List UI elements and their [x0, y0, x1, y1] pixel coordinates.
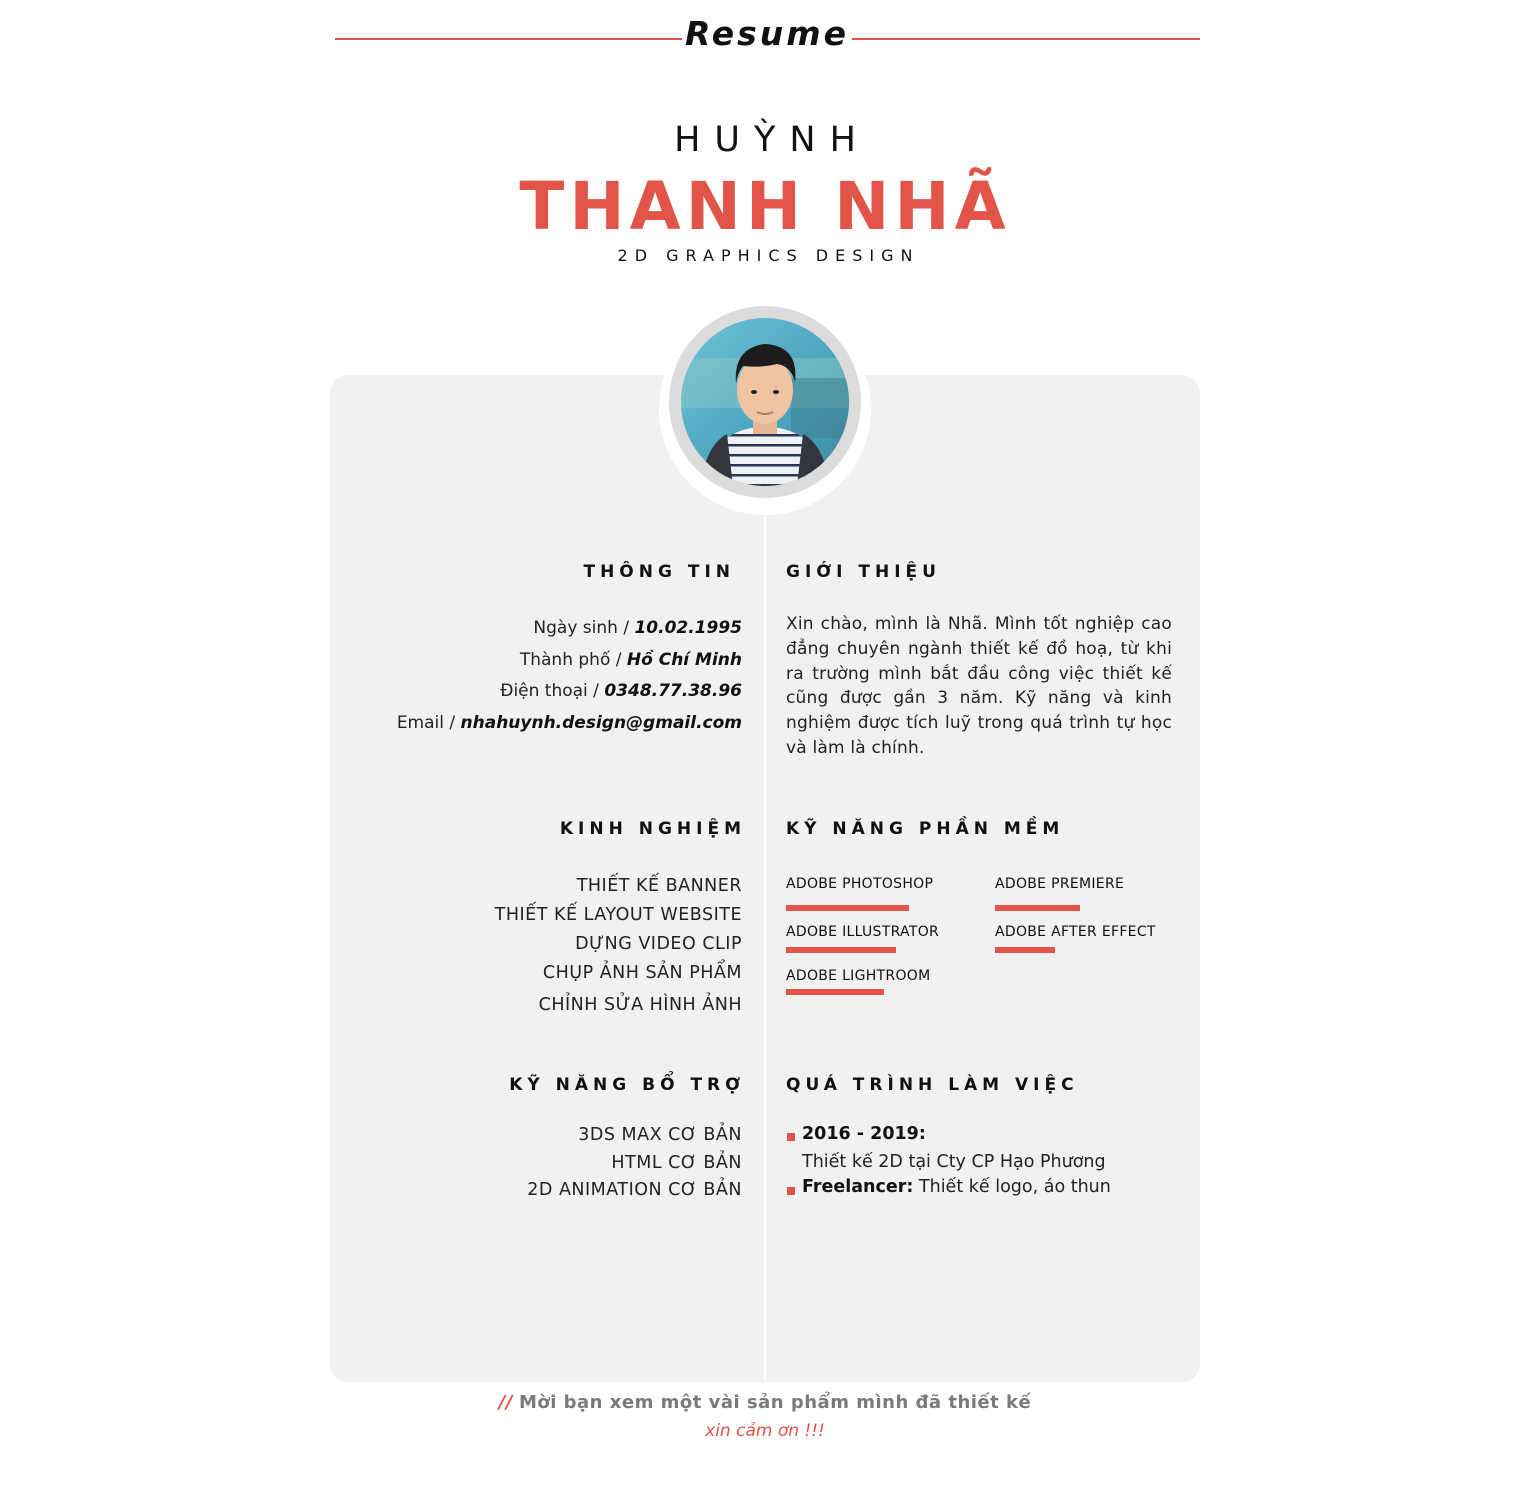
section-title-about: GIỚI THIỆU [786, 562, 941, 582]
info-birthdate [533, 618, 742, 638]
about-text: Xin chào, mình là Nhã. Mình tốt nghiệp cao đẳng chuyên ngành thiết kế đồ hoạ, từ khi ra trường mình bắt đầu công việc thiết kế cũng được gần 3 năm. Kỹ năng và kinh nghiệm được tích luỹ trong quá trình tự học và làm là chính. [786, 614, 1172, 758]
skill-bar [786, 947, 896, 953]
support-item: 3DS MAX CƠ BẢN [578, 1125, 742, 1145]
section-title-info: THÔNG TIN [583, 562, 735, 582]
bullet-icon [787, 1133, 795, 1141]
info-email [397, 713, 742, 733]
info-label: Điện thoại / [500, 681, 605, 701]
footer-thanks: xin cảm ơn !!! [705, 1421, 825, 1441]
job-role: 2D GRAPHICS DESIGN [617, 246, 920, 265]
skill-label: ADOBE PHOTOSHOP [786, 876, 934, 892]
info-value: 0348.77.38.96 [604, 681, 742, 701]
support-item: 2D ANIMATION CƠ BẢN [527, 1180, 742, 1200]
skill-bar [995, 947, 1055, 953]
experience-item: THIẾT KẾ LAYOUT WEBSITE [494, 905, 742, 925]
section-title-software: KỸ NĂNG PHẦN MỀM [786, 819, 1065, 839]
experience-item: CHỤP ẢNH SẢN PHẨM [542, 963, 742, 983]
header-rule-right [852, 38, 1200, 40]
section-title-support: KỸ NĂNG BỔ TRỢ [509, 1075, 745, 1095]
skill-label: ADOBE AFTER EFFECT [995, 924, 1156, 940]
info-value: 10.02.1995 [634, 618, 742, 638]
work-detail: Thiết kế logo, áo thun [913, 1177, 1111, 1197]
page-title: Resume [684, 14, 850, 53]
info-label: Ngày sinh / [533, 618, 635, 638]
info-label: Email / [396, 713, 461, 733]
footer-invitation [0, 1392, 1530, 1413]
footer-line1: Mời bạn xem một vài sản phẩm mình đã thiết kế [518, 1392, 1032, 1413]
surname: HUỲNH [674, 120, 870, 160]
skill-label: ADOBE PREMIERE [995, 876, 1125, 892]
section-title-work: QUÁ TRÌNH LÀM VIỆC [786, 1075, 1079, 1095]
support-item: HTML CƠ BẢN [611, 1153, 742, 1173]
skill-bar [786, 905, 909, 911]
bullet-icon [787, 1187, 795, 1195]
skill-bar [995, 905, 1080, 911]
work-detail: Thiết kế 2D tại Cty CP Hạo Phương [802, 1152, 1106, 1172]
info-phone [500, 681, 742, 701]
info-value: nhahuynh.design@gmail.com [460, 713, 742, 733]
avatar [681, 318, 849, 486]
work-period [802, 1124, 926, 1144]
info-city [520, 650, 742, 670]
header-rule-left [335, 38, 682, 40]
given-name: THANH NHÃ [519, 168, 1011, 245]
experience-item: THIẾT KẾ BANNER [576, 876, 742, 896]
experience-item: DỰNG VIDEO CLIP [575, 934, 742, 954]
skill-bar [786, 989, 884, 995]
info-value: Hồ Chí Minh [626, 650, 742, 670]
experience-item: CHỈNH SỬA HÌNH ẢNH [538, 995, 742, 1015]
portrait-illustration [681, 318, 849, 486]
section-title-experience: KINH NGHIỆM [559, 819, 746, 839]
footer-slashes: // [498, 1392, 513, 1413]
skill-label: ADOBE LIGHTROOM [786, 968, 931, 984]
work-freelance [802, 1177, 1111, 1197]
info-label: Thành phố / [519, 650, 627, 670]
skill-label: ADOBE ILLUSTRATOR [786, 924, 940, 940]
work-period-label: 2016 - 2019: [802, 1124, 926, 1144]
work-period-label: Freelancer: [802, 1177, 914, 1197]
